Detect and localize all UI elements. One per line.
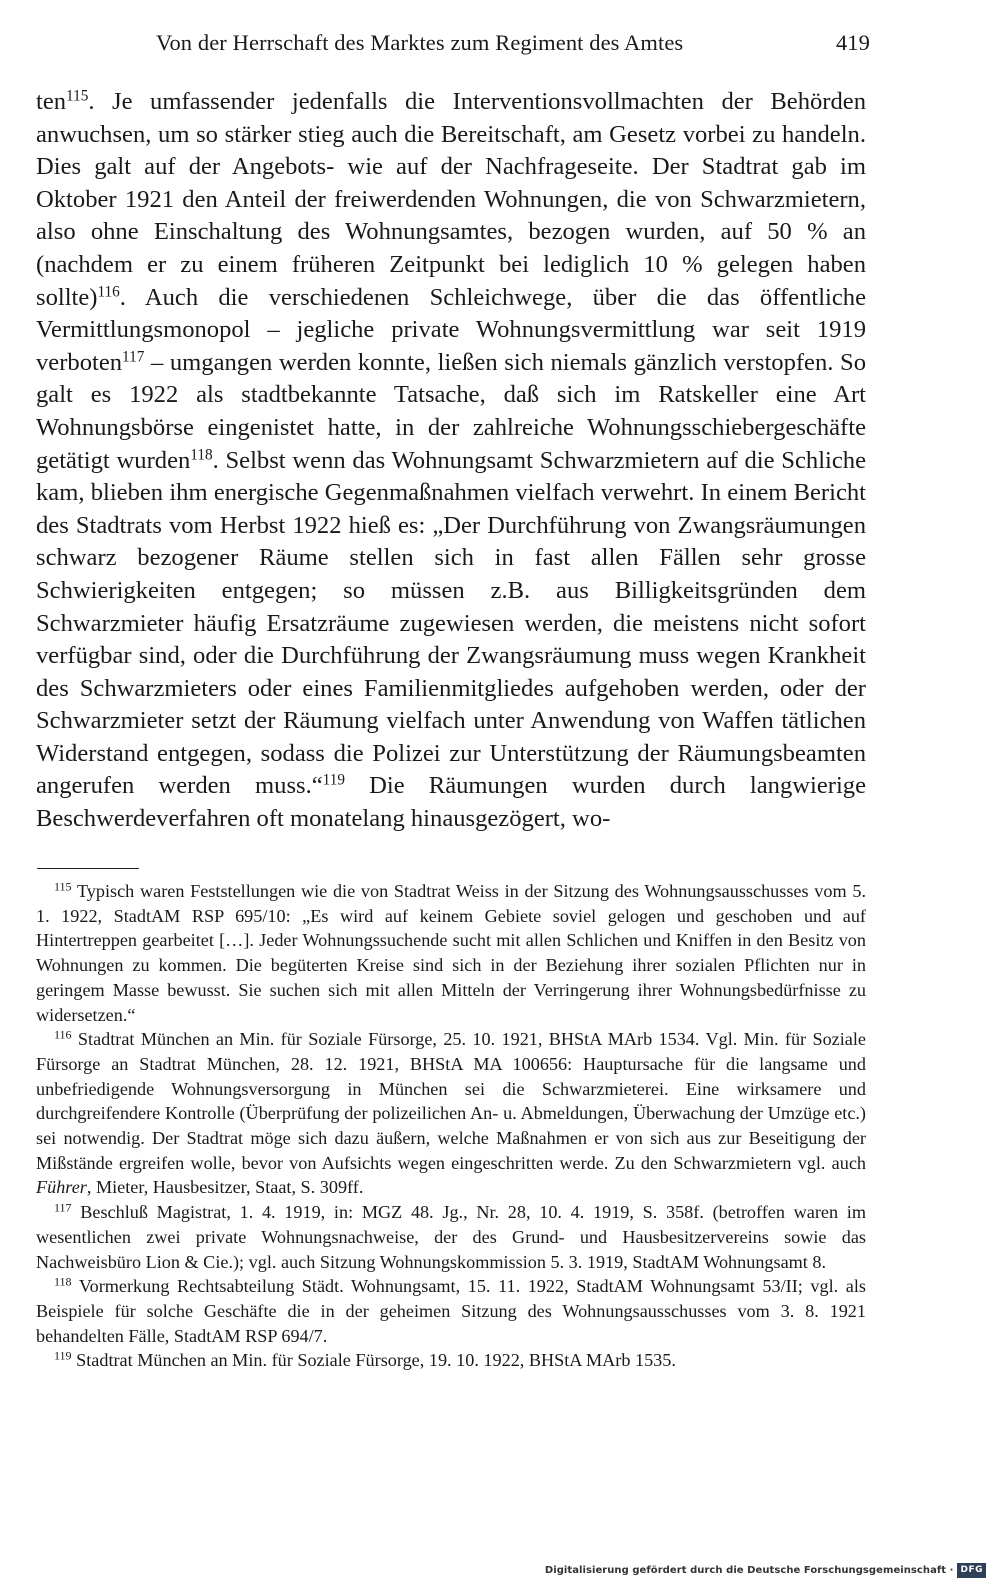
- footnote-text: Vormerkung Rechtsabteilung Städt. Wohnungsamt, 15. 11. 1922, StadtAM Wohnungsamt 53/II; vgl. als Beispiele für solche Geschäfte die in der geheimen Sitzung des Wohnungsausschusses vom 3. 8. 1921 behandelten Fälle, StadtAM RSP 694/7.: [36, 1276, 866, 1346]
- text-run: – umgangen werden konnte, ließen sich niemals gänzlich verstopfen. So galt es 1922 als stadtbekannte Tatsache, daß sich im Ratskeller eine Art Wohnungsbörse eingenistet hatte, in der zahlreiche Wohnungsschiebergeschäfte getätigt wurden: [36, 348, 866, 474]
- text-run: ten: [36, 88, 67, 115]
- footnote-text-tail: , Mieter, Hausbesitzer, Staat, S. 309ff.: [86, 1177, 364, 1198]
- footnote-117: [36, 1200, 866, 1274]
- footnote-text: Beschluß Magistrat, 1. 4. 1919, in: MGZ 48. Jg., Nr. 28, 10. 4. 1919, S. 358f. (betroffen waren im wesentlichen zwei private Wohnungsnachweise, der des Grund- und Hausbesitzervereins sowie das Nachweisbüro Lion & Cie.); vgl. auch Sitzung Wohnungskommission 5. 3. 1919, StadtAM Wohnungsamt 8.: [36, 1202, 866, 1272]
- page-header: [36, 30, 870, 64]
- footnote-116: [36, 1027, 866, 1200]
- main-text: [36, 86, 866, 836]
- text-run: Die Räumungen wurden durch langwierige Beschwerdeverfahren oft monatelang hinausgezögert, wo-: [36, 772, 866, 833]
- text-run: . Selbst wenn das Wohnungsamt Schwarzmietern auf die Schliche kam, blieben ihm energische Gegenmaßnahmen vielfach verwehrt. In einem Bericht des Stadtrats vom Herbst 1922 hieß es: „Der Durchführung von Zwangsräumungen schwarz bezogener Räume stellen sich in fast allen Fällen sehr grosse Schwierigkeiten entgegen; so müssen z.B. aus Billigkeitsgründen dem Schwarzmieter häufig Ersatzräume zugewiesen werden, die meistens nicht sofort verfügbar sind, oder die Durchführung der Zwangsräumung muss wegen Krankheit des Schwarzmieters oder eines Familienmitgliedes aufgehoben werden, oder der Schwarzmieter setzt der Räumung vielfach unter Anwendung von Waffen tätlichen Widerstand entgegen, sodass die Polizei zur Unterstützung der Räumungsbeamten angerufen werden muss.“: [36, 446, 866, 800]
- page-number: 419: [835, 30, 870, 55]
- footnote-number: 115: [54, 879, 72, 894]
- footnote-ref-117: 117: [122, 348, 145, 366]
- footnote-ref-116: 116: [97, 283, 120, 301]
- footnote-118: [36, 1274, 866, 1348]
- footnote-text: Typisch waren Feststellungen wie die von Stadtrat Weiss in der Sitzung des Wohnungsausschusses vom 5. 1. 1922, StadtAM RSP 695/10: „Es wird auf keinem Gebiete soviel gelogen und geschoben und auf Hintertreppen gearbeitet […]. Jeder Wohnungssuchende sucht mit allen Schlichen und Kniffen in den Besitz von Wohnungen zu kommen. Die begüterten Kreise sind sich in der Beziehung ihrer sozialen Pflichten nur in geringem Masse bewusst. Sie suchen sich mit allen Mitteln der Verringerung ihrer Wohnungsbedürfnisse zu widersetzen.“: [36, 881, 866, 1025]
- footnote-text: Stadtrat München an Min. für Soziale Fürsorge, 25. 10. 1921, BHStA MArb 1534. Vgl. Min. für Soziale Fürsorge an Stadtrat München, 28. 12. 1921, BHStA MA 100656: Hauptursache für die langsame und unbefriedigende Wohnungsversorgung in München sei die Schwarzmieterei. Eine wirksamere und durchgreifendere Kontrolle (Überprüfung der polizeilichen An- u. Abmeldungen, Überwachung der Umzüge etc.) sei notwendig. Der Stadtrat möge sich dazu äußern, welche Maßnahmen er von sich aus zur Beseitigung der Mißstände ergreifen wolle, bevor von Aufsichts wegen eingeschritten werde. Zu den Schwarzmietern vgl. auch: [36, 1029, 866, 1173]
- footnote-number: 117: [54, 1200, 72, 1215]
- footnote-italic-author: Führer: [36, 1177, 87, 1198]
- footnote-number: 118: [54, 1274, 72, 1289]
- footnotes: [36, 879, 866, 1373]
- funding-text: Digitalisierung gefördert durch die Deutsche Forschungsgemeinschaft ·: [544, 1564, 954, 1576]
- footnote-115: [36, 879, 866, 1027]
- footnote-119: [36, 1348, 866, 1373]
- running-title: Von der Herrschaft des Marktes zum Regiment des Amtes: [156, 30, 684, 55]
- body-paragraph: [36, 86, 866, 836]
- footnote-text: Stadtrat München an Min. für Soziale Fürsorge, 19. 10. 1922, BHStA MArb 1535.: [71, 1350, 676, 1371]
- footnote-divider: [37, 868, 139, 869]
- funding-banner: [545, 1559, 986, 1581]
- footnote-number: 119: [54, 1348, 72, 1363]
- footnote-number: 116: [54, 1027, 72, 1042]
- text-run: . Je umfassender jedenfalls die Interventionsvollmachten der Behörden anwuchsen, um so stärker stieg auch die Bereitschaft, am Gesetz vorbei zu handeln. Dies galt auf der Angebots- wie auf der Nachfrageseite. Der Stadtrat gab im Oktober 1921 den Anteil der freiwerdenden Wohnungen, die von Schwarzmietern, also ohne Einschaltung des Wohnungsamtes, bezogen wurden, auf 50 % an (nachdem er zu einem früheren Zeitpunkt bei lediglich 10 % gelegen haben sollte): [36, 88, 866, 311]
- footnote-ref-115: 115: [66, 87, 89, 105]
- footnote-ref-118: 118: [190, 446, 213, 464]
- dfg-logo-icon: DFG: [957, 1563, 986, 1578]
- footnote-ref-119: 119: [322, 772, 345, 790]
- text-run: . Auch die verschiedenen Schleichwege, über die das öffentliche Vermittlungsmonopol – jegliche private Wohnungsvermittlung war seit 1919 verboten: [36, 283, 866, 376]
